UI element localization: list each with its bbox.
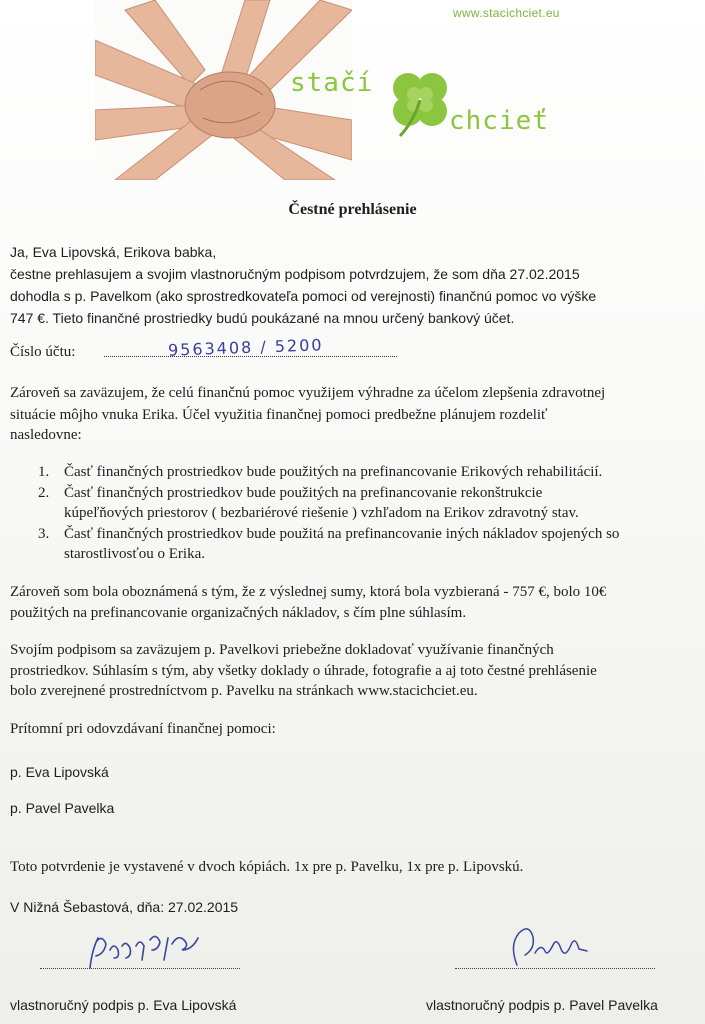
present-person: p. Eva Lipovská xyxy=(10,764,109,780)
list-item-number: 3. xyxy=(38,526,50,542)
list-item: Časť finančných prostriedkov bude použitých na prefinancovanie rekonštrukcie xyxy=(64,485,543,501)
costs-line: Zároveň som bola oboznámená s tým, že z výslednej sumy, ktorá bola vyzbieraná - 757 €, bolo 10€ xyxy=(10,584,607,600)
list-item-number: 2. xyxy=(38,485,50,501)
present-label: Prítomní pri odovzdávaní finančnej pomoci: xyxy=(10,721,276,737)
signature-line-right xyxy=(455,968,655,969)
website-url: www.stacichciet.eu xyxy=(453,6,560,20)
intro-line: čestne prehlasujem a svojim vlastnoručným podpisom potvrdzujem, že som dňa 27.02.2015 xyxy=(10,266,580,282)
commitment-line: Zároveň sa zaväzujem, že celú finančnú pomoc využijem výhradne za účelom zlepšenia zdravotnej xyxy=(10,385,606,401)
signature-label-right: vlastnoručný podpis p. Pavel Pavelka xyxy=(426,997,658,1013)
list-item-continuation: starostlivosťou o Erika. xyxy=(64,546,205,562)
reporting-line: bolo zverejnené prostredníctvom p. Pavelku na stránkach www.stacichciet.eu. xyxy=(10,683,478,699)
present-person: p. Pavel Pavelka xyxy=(10,800,115,816)
commitment-line: situácie môjho vnuka Erika. Účel využitia finančnej pomoci predbežne plánujem rozdeliť xyxy=(10,407,548,423)
costs-line: použitých na prefinancovanie organizačných nákladov, s čím plne súhlasím. xyxy=(10,605,467,621)
place-date: V Nižná Šebastová, dňa: 27.02.2015 xyxy=(10,899,239,915)
intro-line: dohodla s p. Pavelkom (ako sprostredkovateľa pomoci od verejnosti) finančnú pomoc vo výške xyxy=(10,288,597,304)
document-title: Čestné prehlásenie xyxy=(288,201,417,218)
list-item-number: 1. xyxy=(38,464,50,480)
account-number-handwritten: 9563408 / 5200 xyxy=(167,335,324,360)
signature-line-left xyxy=(40,968,240,969)
account-label: Číslo účtu: xyxy=(10,344,76,360)
signature-label-left: vlastnoručný podpis p. Eva Lipovská xyxy=(10,997,237,1013)
copies-note: Toto potvrdenie je vystavené v dvoch kópiách. 1x pre p. Pavelku, 1x pre p. Lipovskú. xyxy=(10,859,524,875)
reporting-line: prostriedkov. Súhlasím s tým, aby všetky doklady o úhrade, fotografie a aj toto čestné prehlásenie xyxy=(10,663,597,679)
intro-line: 747 €. Tieto finančné prostriedky budú poukázané na mnou určený bankový účet. xyxy=(10,310,515,326)
commitment-line: nasledovne: xyxy=(10,427,82,443)
reporting-line: Svojím podpisom sa zaväzujem p. Pavelkovi priebežne dokladovať využívanie finančných xyxy=(10,642,554,658)
list-item: Časť finančných prostriedkov bude použitých na prefinancovanie Erikových rehabilitácií. xyxy=(64,464,603,480)
list-item-continuation: kúpeľňových priestorov ( bezbariérové riešenie ) vzhľadom na Erikov zdravotný stav. xyxy=(64,505,579,521)
list-item: Časť finančných prostriedkov bude použitá na prefinancovanie iných nákladov spojených so xyxy=(64,526,620,542)
intro-line: Ja, Eva Lipovská, Erikova babka, xyxy=(10,244,217,260)
logo-text-chciet: chcieť xyxy=(449,106,549,136)
logo-text-staci: stačí xyxy=(290,68,374,98)
signature-eva-lipovska xyxy=(60,920,220,990)
signature-pavel-pavelka xyxy=(495,915,605,975)
clover-logo-icon xyxy=(384,66,456,138)
